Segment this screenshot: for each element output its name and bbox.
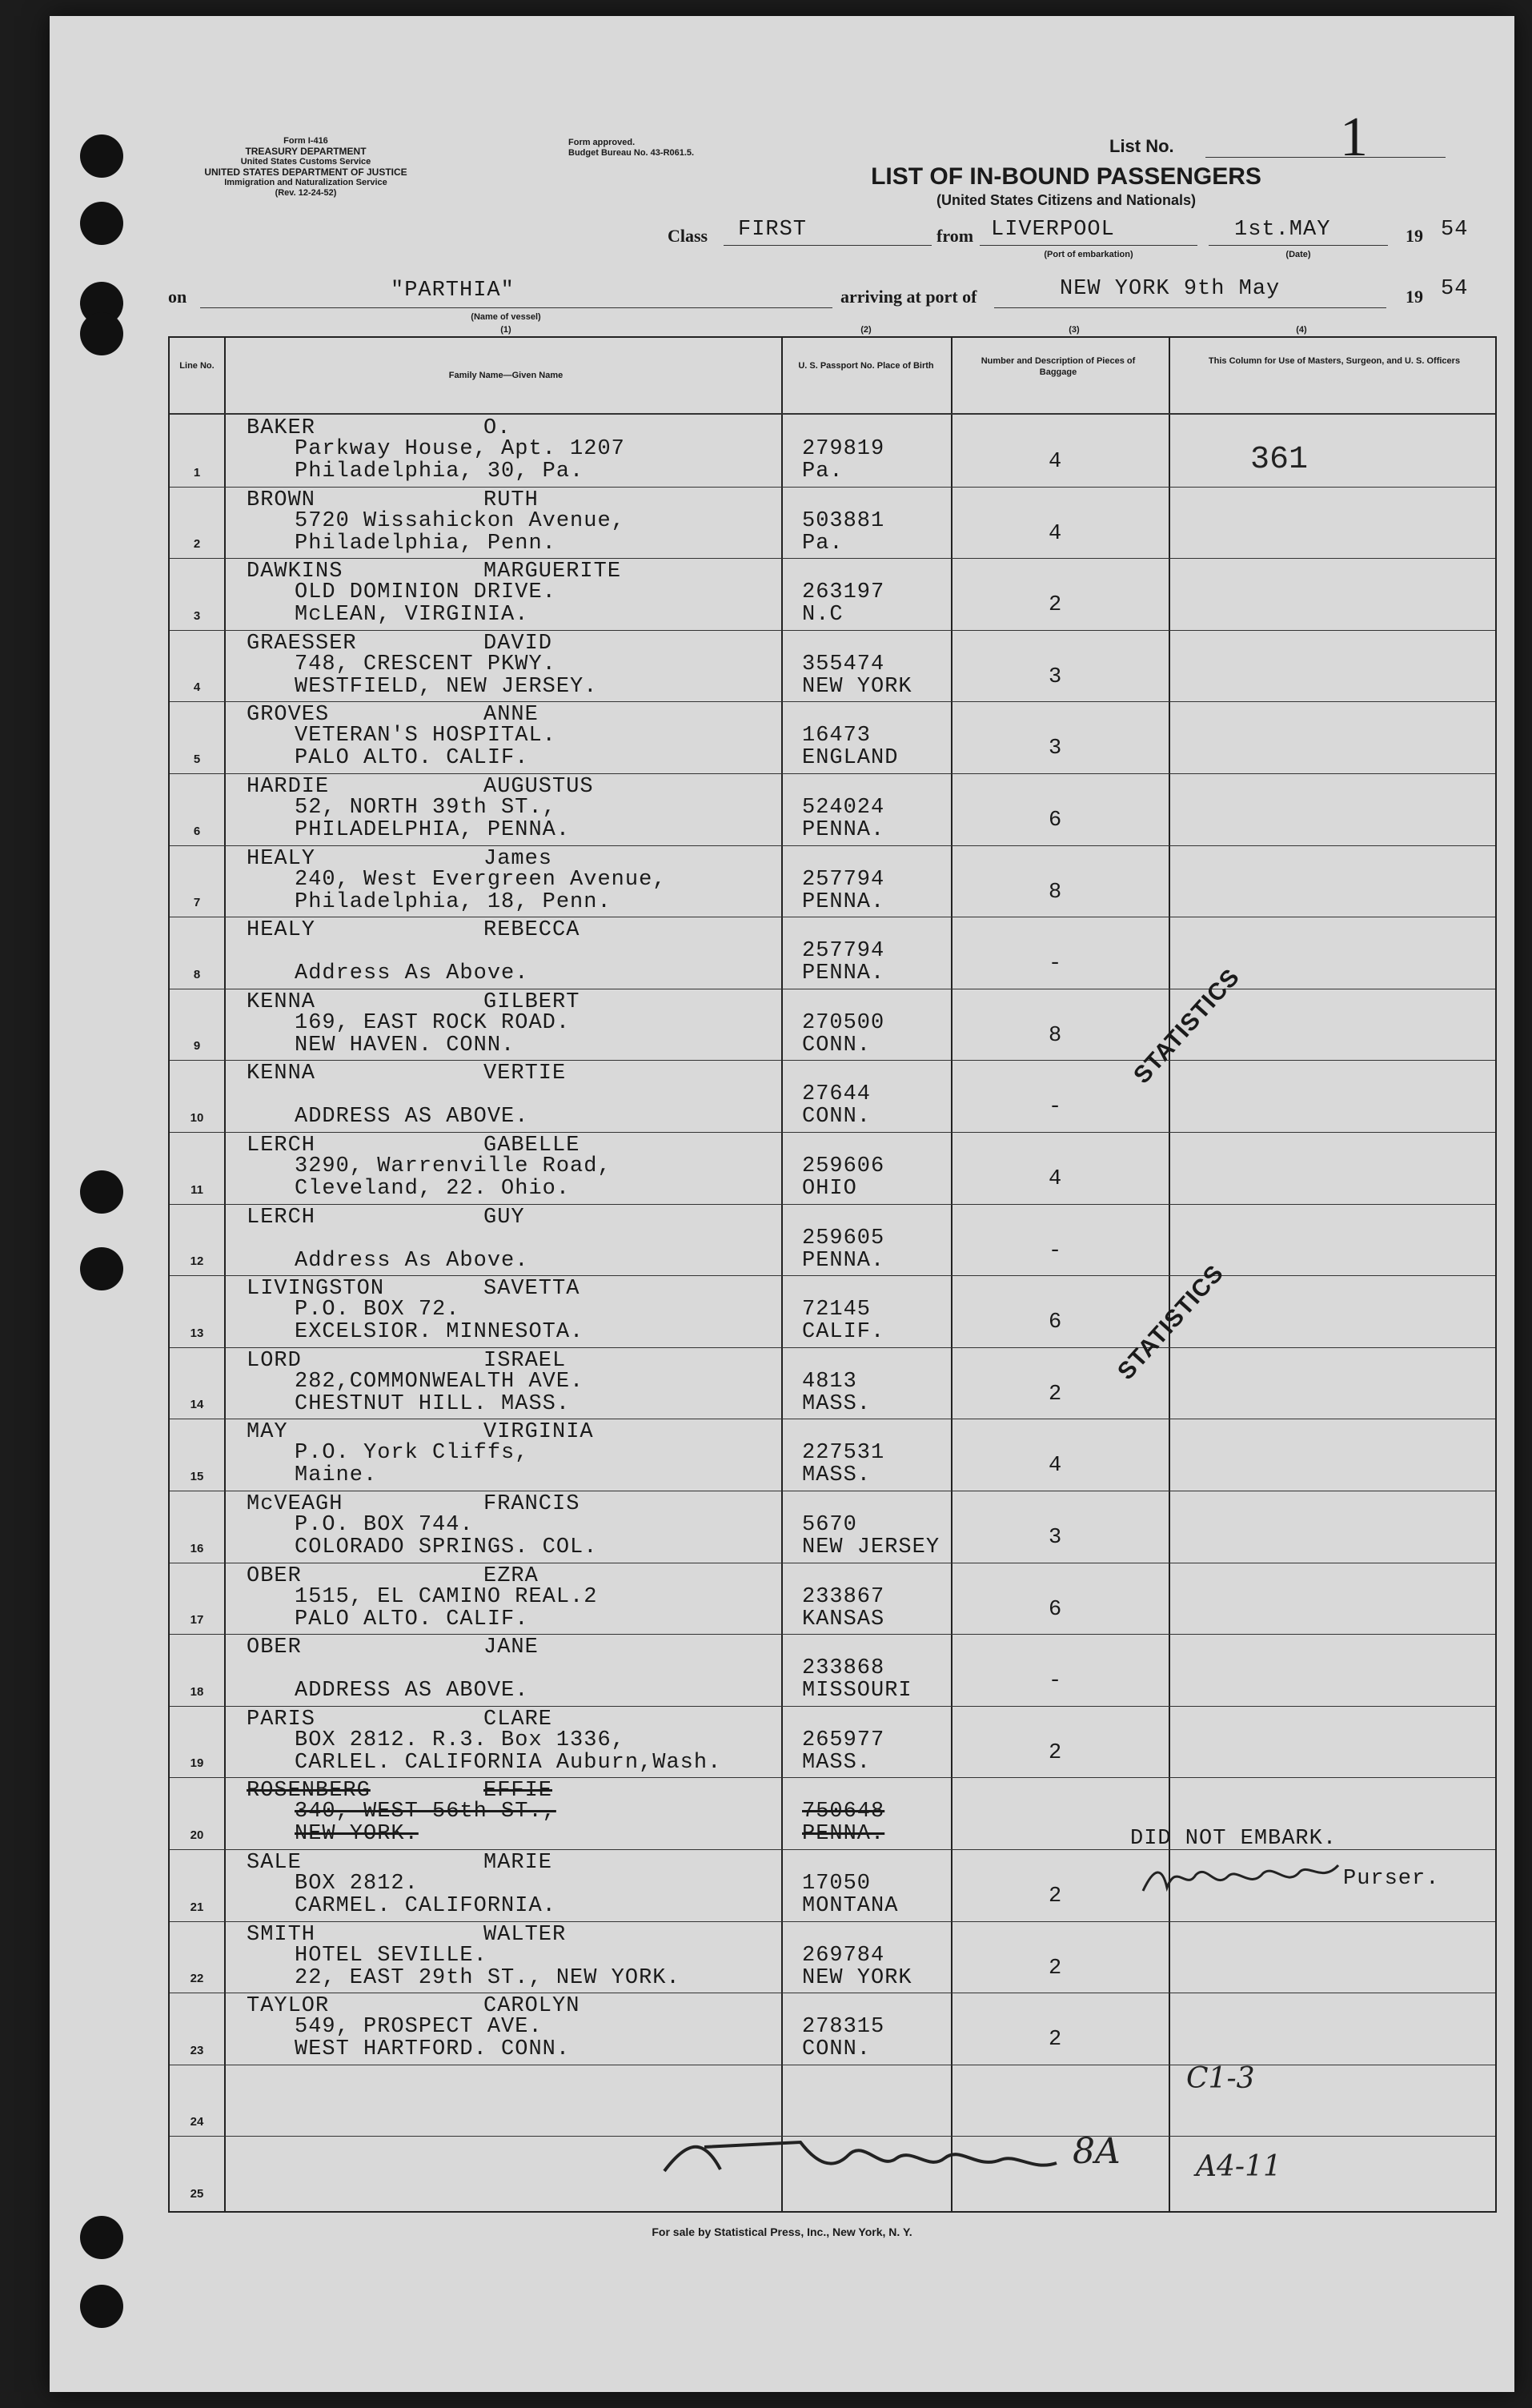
passport-number: 279819 (802, 437, 885, 461)
header-divider (170, 413, 1495, 415)
family-name: OBER (247, 1563, 302, 1588)
line-number: 11 (190, 1182, 203, 1197)
list-no-line (1205, 157, 1446, 158)
place-of-birth: PENNA. (802, 818, 885, 842)
arrival-line (994, 307, 1386, 308)
baggage-count: 3 (1049, 736, 1063, 761)
given-name: GILBERT (483, 989, 580, 1014)
family-name: SALE (247, 1851, 302, 1875)
passport-number: 257794 (802, 939, 885, 964)
col-header-passport: U. S. Passport No. Place of Birth (798, 361, 934, 371)
line-number: 8 (193, 967, 201, 981)
baggage-count: 2 (1049, 1884, 1063, 1908)
address-line-1: 340, WEST 56th ST., (295, 1800, 556, 1824)
date-value: 1st.MAY (1234, 218, 1331, 242)
passport-number: 257794 (802, 867, 885, 892)
family-name: HARDIE (247, 775, 330, 799)
place-of-birth: PENNA. (802, 889, 885, 914)
given-name: DAVID (483, 631, 553, 656)
place-of-birth: NEW YORK (802, 674, 912, 699)
address-line-2: Philadelphia, 18, Penn. (295, 889, 612, 914)
footer-imprint: For sale by Statistical Press, Inc., New York, N. Y. (652, 2225, 912, 2238)
year2-prefix: 19 (1406, 287, 1423, 307)
address-line-1: 5720 Wissahickon Avenue, (295, 508, 625, 533)
baggage-count: 2 (1049, 1740, 1063, 1765)
baggage-count: 3 (1049, 664, 1063, 689)
place-of-birth: ENGLAND (802, 746, 899, 771)
baggage-count: 2 (1049, 2028, 1063, 2053)
address-line-1: 52, NORTH 39th ST., (295, 796, 556, 820)
baggage-count: - (1049, 1095, 1063, 1120)
line-number: 21 (190, 1900, 204, 1914)
given-name: CAROLYN (483, 1994, 580, 2019)
punch-hole (80, 312, 123, 355)
family-name: SMITH (247, 1922, 316, 1947)
place-of-birth: CONN. (802, 2037, 872, 2062)
address-line-2: PALO ALTO. CALIF. (295, 746, 529, 771)
line-number: 6 (193, 824, 201, 838)
place-of-birth: MISSOURI (802, 1679, 912, 1704)
code-361: 361 (1250, 442, 1309, 478)
class-value: FIRST (738, 218, 808, 242)
place-of-birth: MASS. (802, 1463, 872, 1488)
place-of-birth: NEW JERSEY (802, 1535, 940, 1559)
row-divider (170, 1347, 1495, 1348)
punch-hole (80, 1247, 123, 1290)
place-of-birth: CONN. (802, 1105, 872, 1130)
address-line-1: 240, West Evergreen Avenue, (295, 867, 667, 892)
address-line-2: Cleveland, 22. Ohio. (295, 1177, 571, 1201)
given-name: O. (483, 416, 511, 440)
service: Immigration and Naturalization Service (224, 178, 387, 187)
address-line-1: 1515, EL CAMINO REAL.2 (295, 1584, 598, 1609)
col-header-baggage: Number and Description of Pieces of Baggage (981, 356, 1136, 377)
col-num-4: (4) (1296, 325, 1307, 335)
given-name: WALTER (483, 1922, 567, 1947)
family-name: LIVINGSTON (247, 1277, 385, 1302)
passport-number: 270500 (802, 1010, 885, 1035)
row-divider (170, 701, 1495, 702)
baggage-count: - (1049, 1669, 1063, 1694)
revision: (Rev. 12-24-52) (275, 188, 337, 198)
address-line-2: CARMEL. CALIFORNIA. (295, 1894, 556, 1918)
year-prefix: 19 (1406, 226, 1423, 246)
address-line-1: P.O. BOX 72. (295, 1298, 460, 1322)
col-header-name: Family Name—Given Name (448, 371, 563, 380)
family-name: KENNA (247, 989, 316, 1014)
form-title: LIST OF IN-BOUND PASSENGERS (871, 163, 1261, 190)
address-line-2: Philadelphia, Penn. (295, 531, 556, 556)
baggage-count: 6 (1049, 809, 1063, 833)
passenger-table (168, 336, 1497, 2213)
address-line-2: NEW HAVEN. CONN. (295, 1033, 515, 1058)
row-divider (170, 1634, 1495, 1635)
given-name: VERTIE (483, 1062, 567, 1086)
given-name: GABELLE (483, 1134, 580, 1158)
passport-number: 259605 (802, 1226, 885, 1250)
col-divider (951, 338, 952, 2211)
baggage-count: 2 (1049, 1382, 1063, 1407)
line-number: 25 (190, 2187, 204, 2201)
passport-number: 524024 (802, 796, 885, 820)
signature-suffix: 8A (1073, 2131, 1121, 2172)
address-line-2: WEST HARTFORD. CONN. (295, 2037, 571, 2062)
row-divider (170, 1204, 1495, 1205)
line-number: 7 (193, 896, 201, 910)
address-line-1: 282,COMMONWEALTH AVE. (295, 1369, 584, 1394)
baggage-count: 4 (1049, 521, 1063, 546)
family-name: MAY (247, 1420, 288, 1445)
given-name: FRANCIS (483, 1492, 580, 1516)
line-number: 19 (190, 1756, 204, 1771)
vessel-value: "PARTHIA" (391, 279, 515, 303)
address-line-1: 748, CRESCENT PKWY. (295, 652, 556, 676)
address-line-1: HOTEL SEVILLE. (295, 1943, 487, 1968)
col-num-2: (2) (860, 325, 872, 335)
address-line-1: P.O. York Cliffs, (295, 1441, 529, 1466)
passport-number: 17050 (802, 1872, 872, 1896)
place-of-birth: MASS. (802, 1750, 872, 1775)
family-name: OBER (247, 1635, 302, 1660)
address-line-2: NEW YORK. (295, 1822, 419, 1847)
date-line (1209, 245, 1388, 246)
department: UNITED STATES DEPARTMENT OF JUSTICE (204, 167, 407, 178)
arriving-label: arriving at port of (840, 287, 977, 307)
col-header-officers: This Column for Use of Masters, Surgeon, and U. S. Officers (1208, 356, 1461, 366)
col-divider (1169, 338, 1170, 2211)
passport-number: 72145 (802, 1298, 872, 1322)
department: TREASURY DEPARTMENT (245, 146, 367, 157)
given-name: GUY (483, 1205, 525, 1230)
line-number: 24 (190, 2115, 204, 2129)
address-line-2: Maine. (295, 1463, 378, 1488)
line-number: 9 (193, 1039, 201, 1054)
address-line-1: 3290, Warrenville Road, (295, 1154, 612, 1178)
approval-line: Budget Bureau No. 43-R061.5. (568, 148, 695, 158)
line-number: 22 (190, 1972, 204, 1986)
form-number: Form I-416 (283, 136, 328, 146)
col-divider (781, 338, 783, 2211)
vessel-caption: (Name of vessel) (471, 312, 541, 322)
from-line (980, 245, 1197, 246)
place-of-birth: N.C (802, 603, 844, 628)
class-line (724, 245, 932, 246)
from-label: from (936, 226, 974, 246)
place-of-birth: PENNA. (802, 1248, 885, 1273)
place-of-birth: PENNA. (802, 1822, 885, 1847)
passport-number: 259606 (802, 1154, 885, 1178)
baggage-count: - (1049, 952, 1063, 977)
service: United States Customs Service (240, 157, 371, 167)
row-divider (170, 845, 1495, 846)
address-line-2: ADDRESS AS ABOVE. (295, 1105, 529, 1130)
address-line-2: CARLEL. CALIFORNIA Auburn,Wash. (295, 1750, 722, 1775)
family-name: McVEAGH (247, 1492, 343, 1516)
line-number: 17 (190, 1613, 204, 1627)
row-divider (170, 1275, 1495, 1276)
given-name: EZRA (483, 1563, 539, 1588)
family-name: KENNA (247, 1062, 316, 1086)
row-divider (170, 1132, 1495, 1133)
given-name: ISRAEL (483, 1348, 567, 1373)
on-label: on (168, 287, 187, 307)
place-of-birth: NEW YORK (802, 1965, 912, 1990)
given-name: CLARE (483, 1707, 553, 1732)
date-caption: (Date) (1285, 250, 1311, 259)
baggage-count: 4 (1049, 450, 1063, 474)
family-name: HEALY (247, 918, 316, 943)
baggage-count: 4 (1049, 1454, 1063, 1479)
given-name: ANNE (483, 703, 539, 728)
line-number: 16 (190, 1541, 204, 1555)
passport-number: 233867 (802, 1584, 885, 1609)
baggage-count: 6 (1049, 1310, 1063, 1335)
baggage-count: 8 (1049, 880, 1063, 905)
baggage-count: 4 (1049, 1167, 1063, 1191)
address-line-2: COLORADO SPRINGS. COL. (295, 1535, 598, 1559)
punch-hole (80, 2285, 123, 2328)
line-number: 14 (190, 1398, 204, 1412)
family-name: GRAESSER (247, 631, 357, 656)
row-divider (170, 1706, 1495, 1707)
address-line-2: Address As Above. (295, 961, 529, 986)
given-name: RUTH (483, 488, 539, 512)
family-name: BROWN (247, 488, 316, 512)
address-line-1: 169, EAST ROCK ROAD. (295, 1010, 571, 1035)
family-name: ROSENBERG (247, 1779, 371, 1804)
purser-signature (1138, 1859, 1346, 1897)
line-number: 18 (190, 1684, 204, 1699)
passport-number: 503881 (802, 508, 885, 533)
given-name: VIRGINIA (483, 1420, 594, 1445)
given-name: REBECCA (483, 918, 580, 943)
given-name: MARGUERITE (483, 560, 622, 584)
row-divider (170, 558, 1495, 559)
passport-number: 227531 (802, 1441, 885, 1466)
passport-number: 265977 (802, 1728, 885, 1752)
passport-number: 16473 (802, 724, 872, 748)
line-number: 3 (193, 608, 201, 623)
place-of-birth: MASS. (802, 1391, 872, 1416)
line-number: 10 (190, 1111, 204, 1125)
address-line-2: 22, EAST 29th ST., NEW YORK. (295, 1965, 680, 1990)
family-name: PARIS (247, 1707, 316, 1732)
family-name: LORD (247, 1348, 302, 1373)
passport-number: 269784 (802, 1943, 885, 1968)
from-value: LIVERPOOL (991, 218, 1115, 242)
baggage-count: 2 (1049, 1956, 1063, 1981)
place-of-birth: KANSAS (802, 1607, 885, 1631)
list-no-value: 1 (1340, 106, 1368, 168)
place-of-birth: OHIO (802, 1177, 857, 1201)
family-name: LERCH (247, 1134, 316, 1158)
line-number: 2 (193, 537, 201, 552)
given-name: MARIE (483, 1851, 553, 1875)
place-of-birth: MONTANA (802, 1894, 899, 1918)
given-name: JANE (483, 1635, 539, 1660)
form-block (178, 136, 434, 199)
code-c1-3: C1-3 (1186, 2062, 1255, 2095)
manifest-page (50, 16, 1514, 2392)
place-of-birth: Pa. (802, 460, 844, 484)
line-number: 1 (193, 465, 201, 480)
line-number: 13 (190, 1326, 204, 1340)
address-line-1: 549, PROSPECT AVE. (295, 2015, 543, 2040)
approval-line: Form approved. (568, 138, 636, 147)
row-divider (170, 1060, 1495, 1061)
passport-number: 5670 (802, 1513, 857, 1537)
address-line-1: Parkway House, Apt. 1207 (295, 437, 625, 461)
address-line-2: McLEAN, VIRGINIA. (295, 603, 529, 628)
address-line-2: ADDRESS AS ABOVE. (295, 1679, 529, 1704)
passport-number: 27644 (802, 1082, 872, 1107)
address-line-2: Address As Above. (295, 1248, 529, 1273)
class-label: Class (668, 226, 708, 246)
form-subtitle: (United States Citizens and Nationals) (936, 192, 1197, 208)
arrival-value: NEW YORK 9th May (1060, 277, 1281, 301)
family-name: DAWKINS (247, 560, 343, 584)
address-line-1: OLD DOMINION DRIVE. (295, 580, 556, 605)
family-name: LERCH (247, 1205, 316, 1230)
col-num-1: (1) (500, 325, 511, 335)
passport-number: 233868 (802, 1656, 885, 1681)
col-divider (224, 338, 226, 2211)
address-line-1: P.O. BOX 744. (295, 1513, 474, 1537)
family-name: HEALY (247, 846, 316, 871)
address-line-2: EXCELSIOR. MINNESOTA. (295, 1320, 584, 1345)
year2-suffix: 54 (1441, 277, 1469, 301)
family-name: TAYLOR (247, 1994, 330, 2019)
signature-scribble (656, 2123, 1137, 2187)
baggage-count: 2 (1049, 593, 1063, 618)
list-no-label: List No. (1109, 136, 1174, 156)
given-name: James (483, 846, 553, 871)
given-name: AUGUSTUS (483, 775, 594, 799)
baggage-count: - (1049, 1238, 1063, 1263)
passport-number: 263197 (802, 580, 885, 605)
address-line-2: PALO ALTO. CALIF. (295, 1607, 529, 1631)
punch-hole (80, 134, 123, 178)
row-divider (170, 487, 1495, 488)
statistics-stamp: STATISTICS (1113, 1259, 1229, 1386)
row-divider (170, 1921, 1495, 1922)
line-number: 12 (190, 1254, 204, 1269)
approval-note (568, 138, 694, 159)
officer-signature (656, 2123, 1137, 2187)
code-a4-11: A4-11 (1196, 2150, 1281, 2183)
address-line-2: CHESTNUT HILL. MASS. (295, 1391, 571, 1416)
purser-label: Purser. (1343, 1867, 1440, 1891)
address-line-1: BOX 2812. (295, 1872, 419, 1896)
place-of-birth: CALIF. (802, 1320, 885, 1345)
passport-number: 355474 (802, 652, 885, 676)
port-caption: (Port of embarkation) (1044, 250, 1133, 259)
row-divider (170, 630, 1495, 631)
line-number: 4 (193, 680, 201, 695)
row-divider (170, 1777, 1495, 1778)
did-not-embark: DID NOT EMBARK. (1130, 1827, 1337, 1851)
line-number: 5 (193, 752, 201, 766)
vessel-line (200, 307, 832, 308)
punch-hole (80, 1170, 123, 1214)
baggage-count: 8 (1049, 1023, 1063, 1048)
baggage-count: 6 (1049, 1597, 1063, 1622)
signature-scribble (1138, 1859, 1346, 1897)
given-name: EFFIE (483, 1779, 553, 1804)
address-line-2: PHILADELPHIA, PENNA. (295, 818, 571, 842)
passport-number: 278315 (802, 2015, 885, 2040)
line-number: 23 (190, 2043, 204, 2057)
family-name: BAKER (247, 416, 316, 440)
address-line-2: Philadelphia, 30, Pa. (295, 460, 584, 484)
given-name: SAVETTA (483, 1277, 580, 1302)
passport-number: 4813 (802, 1369, 857, 1394)
address-line-2: WESTFIELD, NEW JERSEY. (295, 674, 598, 699)
place-of-birth: CONN. (802, 1033, 872, 1058)
place-of-birth: Pa. (802, 531, 844, 556)
baggage-count: 3 (1049, 1526, 1063, 1550)
punch-hole (80, 202, 123, 245)
line-number: 15 (190, 1470, 204, 1483)
passport-number: 750648 (802, 1800, 885, 1824)
row-divider (170, 773, 1495, 774)
family-name: GROVES (247, 703, 330, 728)
col-num-3: (3) (1069, 325, 1080, 335)
place-of-birth: PENNA. (802, 961, 885, 986)
address-line-1: VETERAN'S HOSPITAL. (295, 724, 556, 748)
address-line-1: BOX 2812. R.3. Box 1336, (295, 1728, 625, 1752)
statistics-stamp: STATISTICS (1129, 963, 1245, 1090)
line-number: 20 (190, 1828, 204, 1842)
year-suffix: 54 (1441, 218, 1469, 242)
col-header-line-no: Line No. (179, 361, 215, 371)
